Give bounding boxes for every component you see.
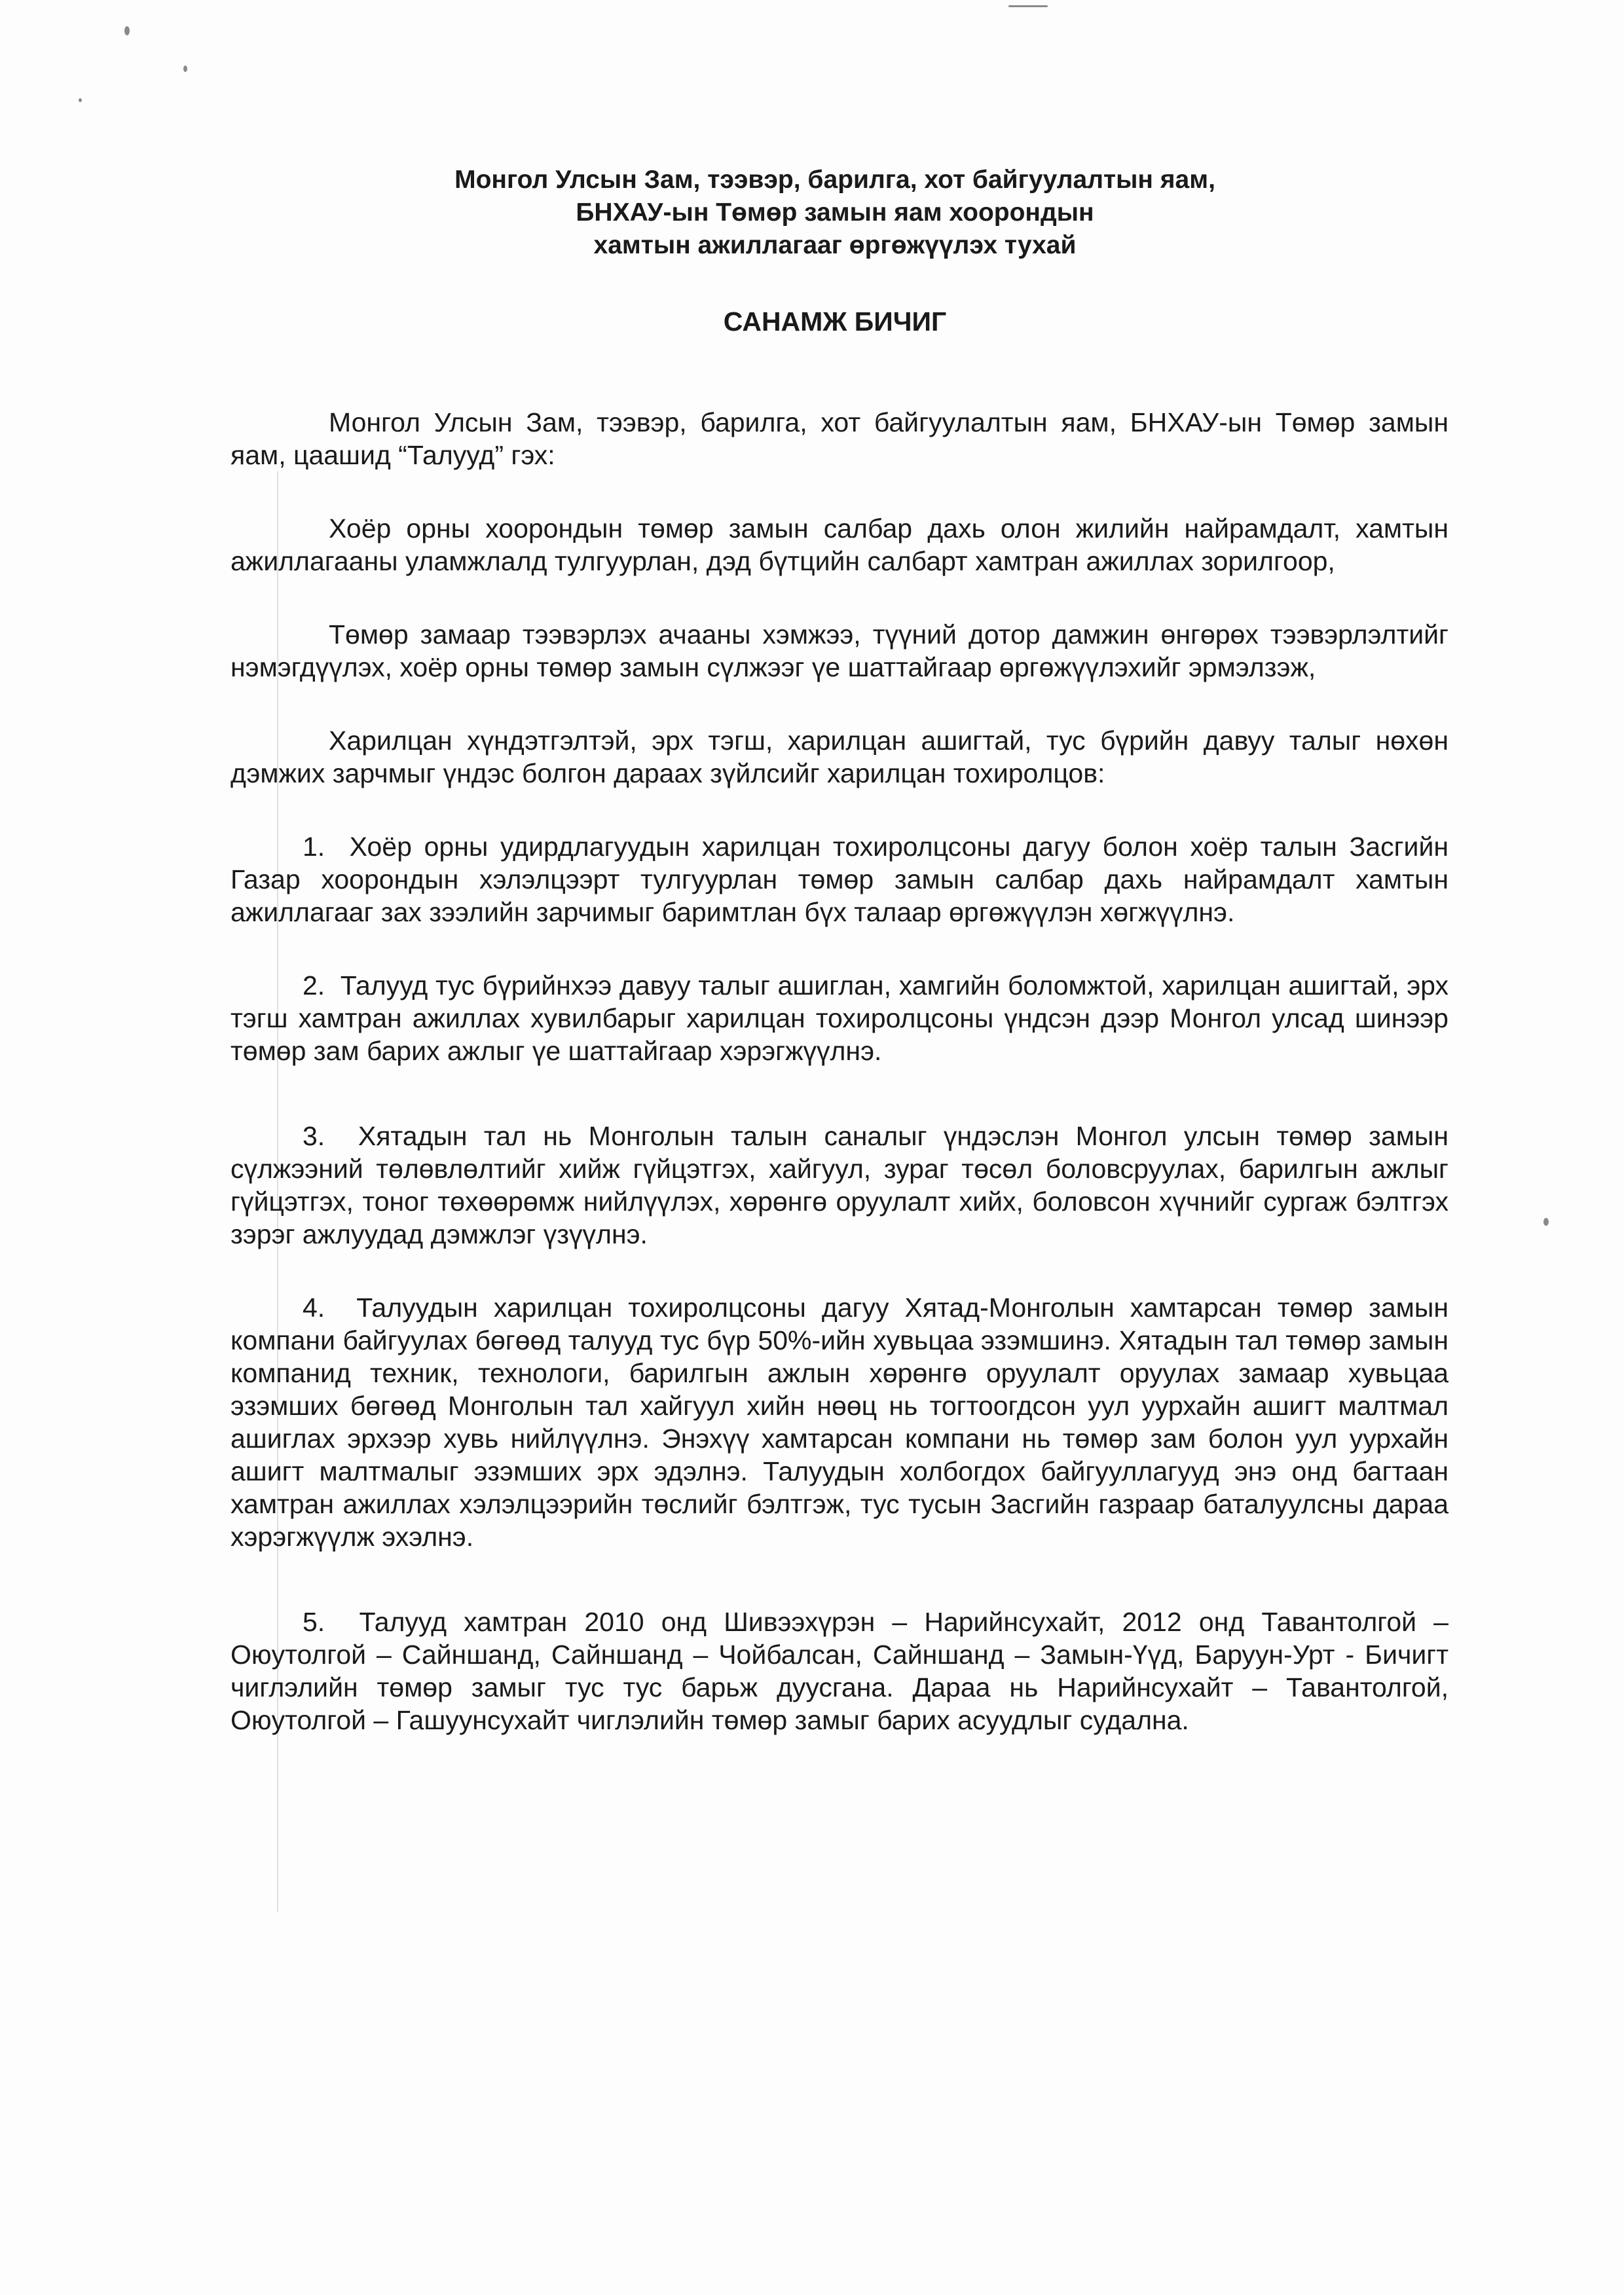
scan-speck	[124, 26, 130, 35]
preamble-paragraph: Хоёр орны хоорондын төмөр замын салбар дахь олон жилийн найрамдалт, хамтын ажиллагааны уламжлалд тулгуурлан, дэд бүтцийн салбарт хамтран ажиллах зорилгоор,	[231, 513, 1449, 576]
scan-speck	[1008, 5, 1048, 7]
scan-speck	[183, 65, 187, 72]
document-header	[262, 164, 1408, 337]
header-line-3: хамтын ажиллагааг өргөжүүлэх тухай	[593, 231, 1077, 259]
item-number: 4.	[303, 1293, 325, 1323]
list-item	[231, 1291, 1449, 1553]
list-item	[231, 969, 1449, 1067]
preamble-paragraph: Харилцан хүндэтгэлтэй, эрх тэгш, харилцан ашигтай, тус бүрийн давуу талыг нөхөн дэмжих зарчмыг үндэс болгон дараах зүйлсийг харилцан тохиролцов:	[231, 725, 1449, 788]
scan-speck	[1543, 1218, 1549, 1226]
item-number: 1.	[303, 832, 325, 862]
item-text: Хятадын тал нь Монголын талын саналыг үндэслэн Монгол улсын төмөр замын сүлжээний төлөвлөлтийг хийж гүйцэтгэх, хайгуул, зураг төсөл боловсруулах, барилгын ажлыг гүйцэтгэх, тоног төхөөрөмж нийлүүлэх, хөрөнгө оруулалт хийх, боловсон хүчнийг сургаж бэлтгэх зэрэг ажлуудад дэмжлэг үзүүлнэ.	[231, 1121, 1449, 1249]
item-number: 2.	[303, 970, 325, 1001]
header-line-1: Монгол Улсын Зам, тээвэр, барилга, хот байгуулалтын яам,	[454, 166, 1215, 194]
document-title: САНАМЖ БИЧИГ	[723, 306, 947, 337]
item-number: 5.	[303, 1607, 325, 1637]
list-item	[231, 830, 1449, 928]
item-text: Талууд хамтран 2010 онд Шивээхүрэн – Нарийнсухайт, 2012 онд Тавантолгой – Оюутолгой – Сайншанд, Сайншанд – Чойбалсан, Сайншанд – Замын-Үүд, Баруун-Урт - Бичигт чиглэлийн төмөр замыг тус тус барьж дуусгана. Дараа нь Нарийнсухайт – Тавантолгой, Оюутолгой – Гашуунсухайт чиглэлийн төмөр замыг барих асуудлыг судална.	[231, 1607, 1449, 1735]
item-number: 3.	[303, 1121, 325, 1151]
preamble-paragraph: Төмөр замаар тээвэрлэх ачааны хэмжээ, түүний дотор дамжин өнгөрөх тээвэрлэлтийг нэмэгдүүлэх, хоёр орны төмөр замын сүлжээг үе шаттайгаар өргөжүүлэхийг эрмэлзэж,	[231, 619, 1449, 682]
list-item	[231, 1606, 1449, 1736]
item-text: Хоёр орны удирдлагуудын харилцан тохиролцсоны дагуу болон хоёр талын Засгийн Газар хоорондын хэлэлцээрт тулгуурлан төмөр замын салбар дахь найрамдалт хамтын ажиллагааг зах зээлийн зарчимыг баримтлан бүх талаар өргөжүүлэн хөгжүүлнэ.	[231, 832, 1449, 927]
list-item	[231, 1120, 1449, 1251]
document-body	[231, 406, 1449, 1777]
header-line-2: БНХАУ-ын Төмөр замын яам хоорондын	[576, 198, 1094, 227]
scan-speck	[79, 98, 82, 102]
item-text: Талууд тус бүрийнхээ давуу талыг ашиглан, хамгийн боломжтой, харилцан ашигтай, эрх тэгш хамтран ажиллах хувилбарыг харилцан тохиролцсоны үндсэн дээр Монгол улсад шинээр төмөр зам барих ажлыг үе шаттайгаар хэрэгжүүлнэ.	[231, 970, 1449, 1066]
item-text: Талуудын харилцан тохиролцсоны дагуу Хятад-Монголын хамтарсан төмөр замын компани байгуулах бөгөөд талууд тус бүр 50%-ийн хувьцаа эзэмшинэ. Хятадын тал төмөр замын компанид техник, технологи, барилгын ажлын хөрөнгө оруулалт оруулах замаар хувьцаа эзэмших бөгөөд Монголын тал хайгуул хийн нөөц нь тогтоогдсон уул уурхайн ашигт малтмал ашиглах эрхээр хувь нийлүүлнэ. Энэхүү хамтарсан компани нь төмөр зам болон уул уурхайн ашигт малтмалыг эзэмших эрх эдэлнэ. Талуудын холбогдох байгууллагууд энэ онд багтаан хамтран ажиллах хэлэлцээрийн төслийг бэлтгэж, тус тусын Засгийн газраар баталуулсны дараа хэрэгжүүлж эхэлнэ.	[231, 1293, 1449, 1552]
intro-paragraph: Монгол Улсын Зам, тээвэр, барилга, хот байгуулалтын яам, БНХАУ-ын Төмөр замын яам, цаашид “Талууд” гэх:	[231, 407, 1449, 470]
